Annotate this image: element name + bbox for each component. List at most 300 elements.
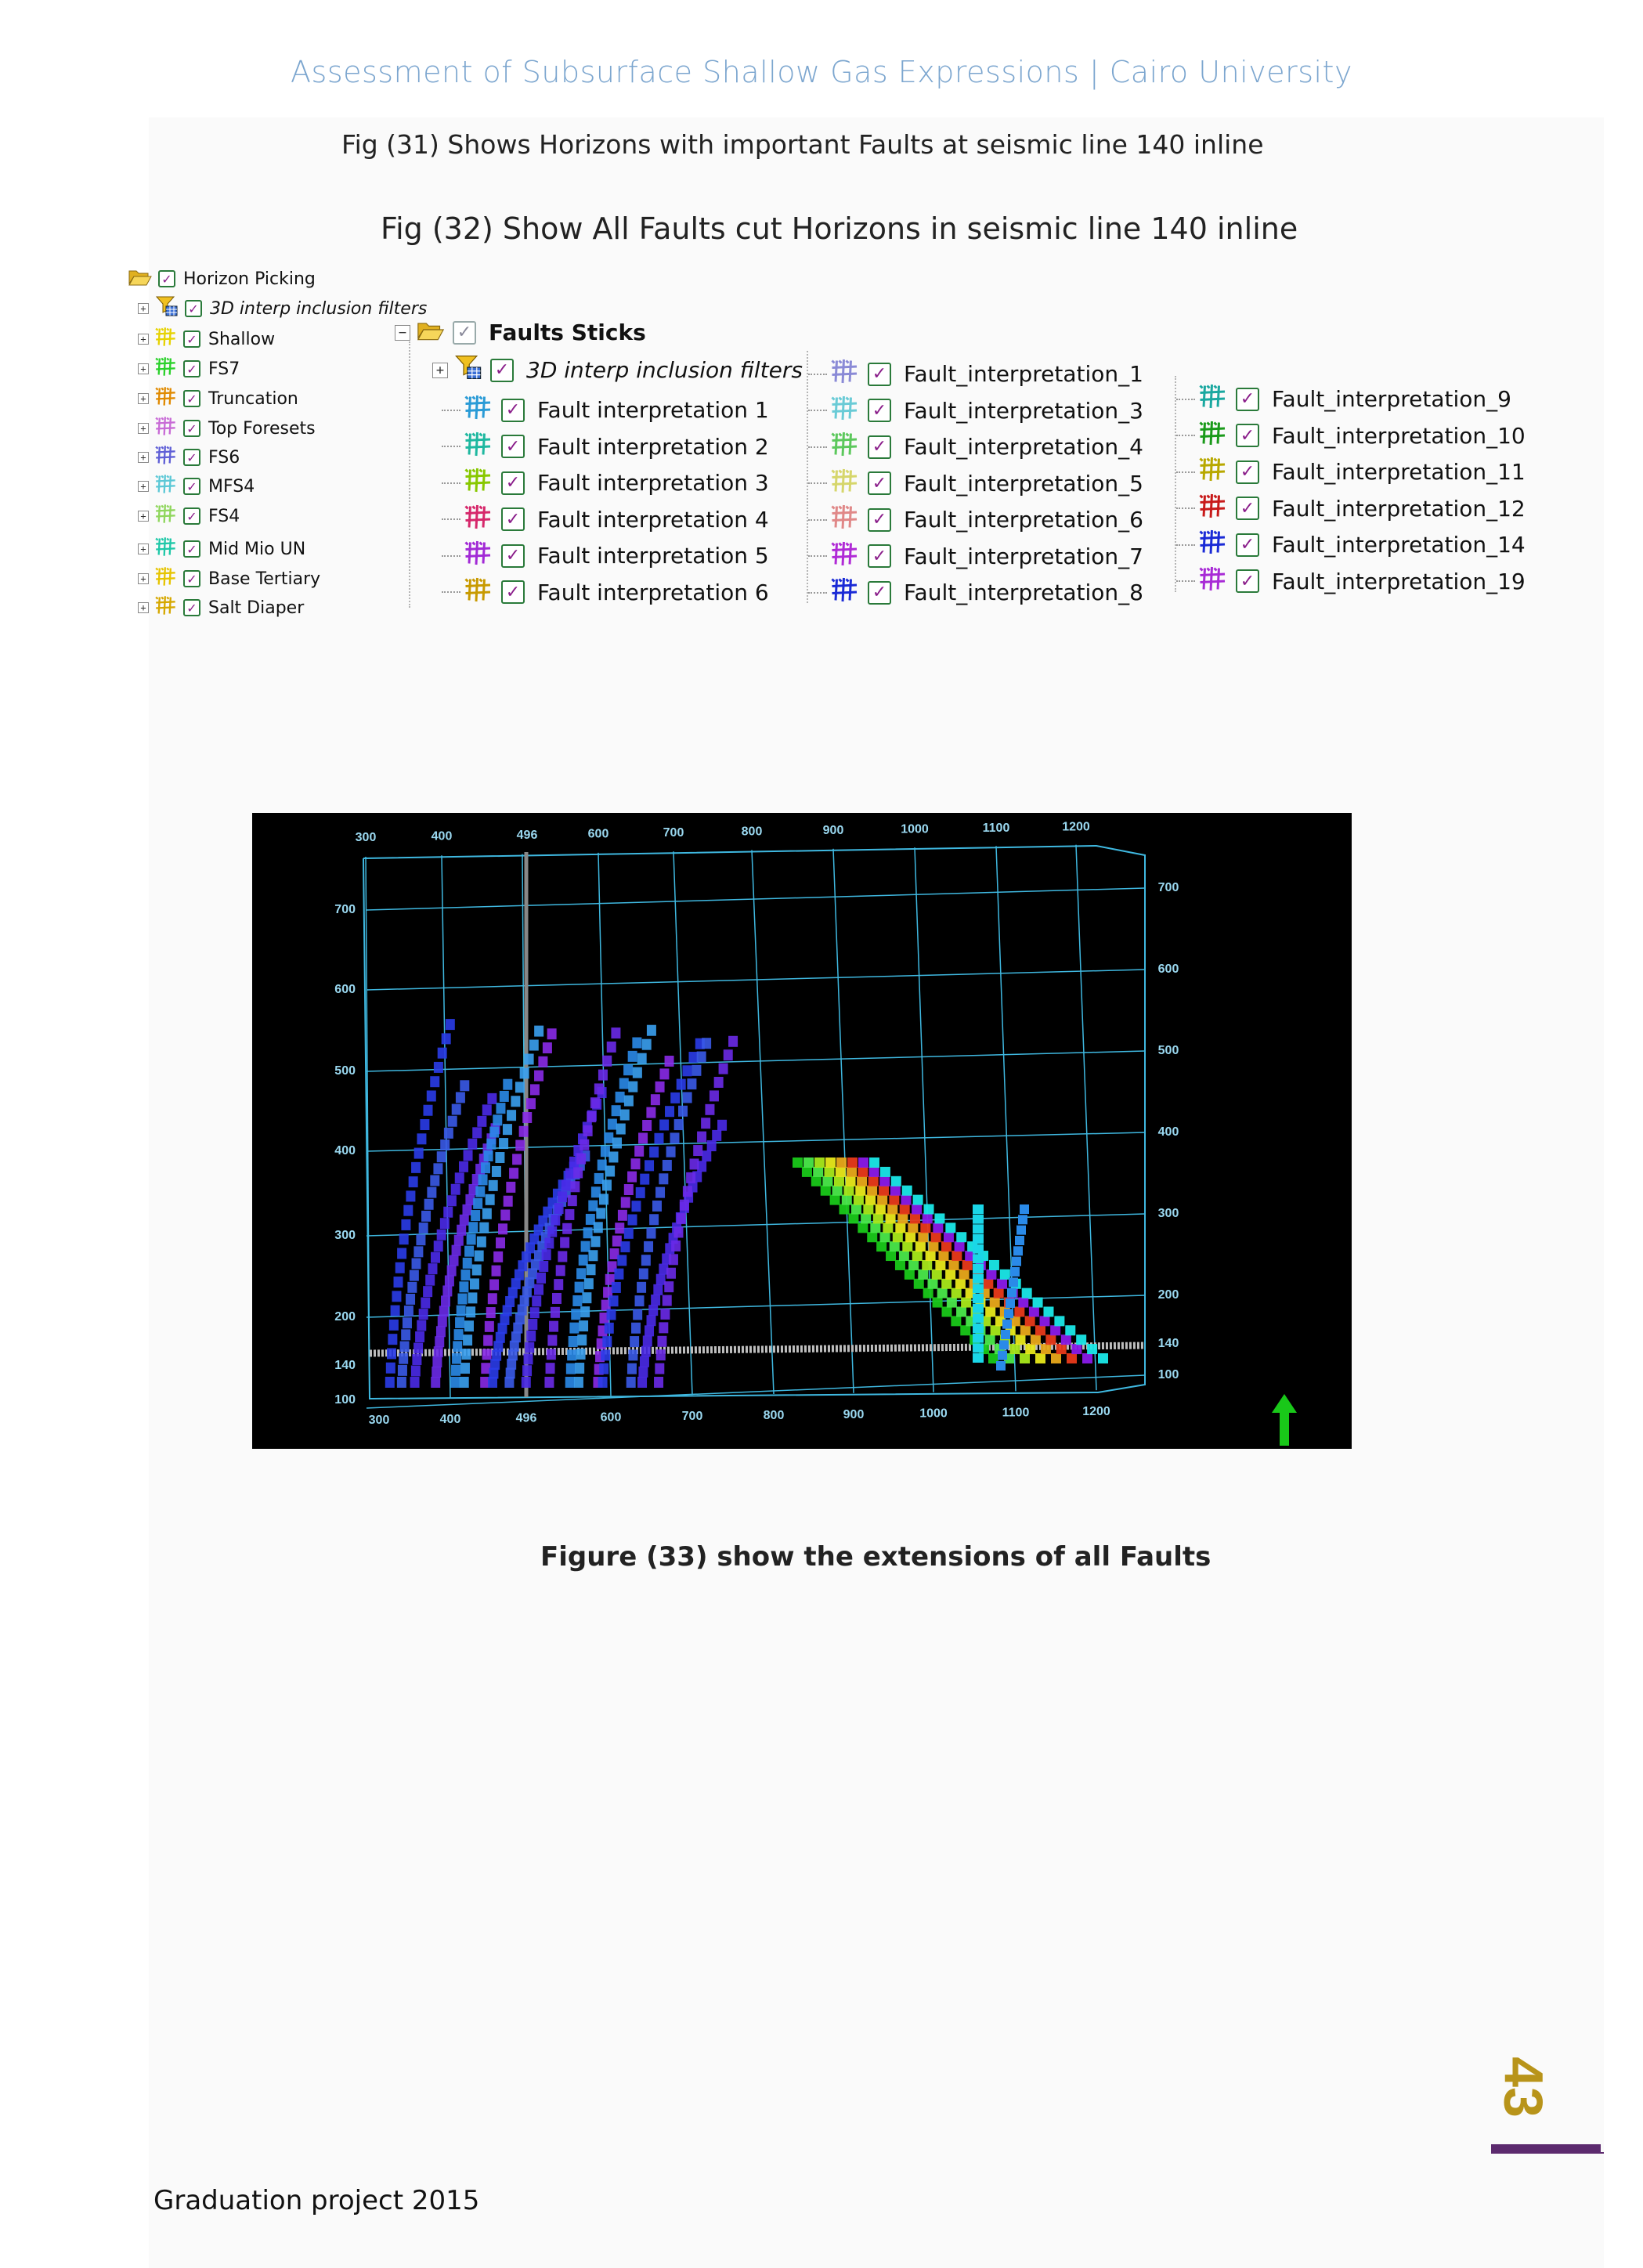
- fault-stick-segment: [628, 1051, 637, 1062]
- fault-stick-segment: [562, 1179, 571, 1190]
- fault-stick-segment: [1014, 1306, 1024, 1316]
- fault-stick-segment: [997, 1279, 1007, 1289]
- expand-icon[interactable]: +: [138, 511, 149, 522]
- fault-stick-segment: [973, 1304, 984, 1313]
- fault-stick-segment: [646, 1228, 655, 1239]
- fault-stick-segment: [973, 1244, 984, 1254]
- tree-item-label: Fault interpretation 3: [537, 470, 769, 496]
- tree-checkbox[interactable]: ✓: [501, 435, 525, 458]
- fault-stick-segment: [432, 1367, 441, 1378]
- fault-stick-segment: [607, 1042, 616, 1053]
- tree-checkbox[interactable]: ✓: [490, 359, 514, 382]
- fault-stick-segment: [434, 1241, 443, 1251]
- fault-stick-segment: [575, 1363, 584, 1374]
- fault-stick-segment: [822, 1176, 832, 1186]
- fault-stick-segment: [619, 1078, 629, 1089]
- expand-icon[interactable]: +: [138, 452, 149, 463]
- fault-stick-segment: [857, 1176, 867, 1186]
- fault-stick-segment: [636, 1187, 645, 1198]
- fault-stick-segment: [923, 1288, 933, 1298]
- tree-root-faults-sticks[interactable]: [395, 318, 646, 347]
- fault-stick-segment: [569, 1323, 579, 1334]
- tree-item-fault[interactable]: [1176, 419, 1526, 453]
- fault-stick-segment: [522, 1365, 532, 1376]
- tree-checkbox[interactable]: ✓: [501, 507, 525, 531]
- fault-stick-segment: [951, 1251, 962, 1261]
- fault-stick-segment: [534, 1026, 543, 1037]
- expand-icon[interactable]: +: [432, 363, 448, 378]
- tree-item-interp-filters[interactable]: [432, 354, 803, 386]
- tree-item-fault[interactable]: [442, 393, 769, 427]
- fault-stick-segment: [1029, 1306, 1039, 1316]
- fault-stick-segment: [1006, 1298, 1015, 1308]
- tree-item-label: Fault_interpretation_10: [1272, 422, 1526, 449]
- tree-checkbox[interactable]: ✓: [183, 420, 200, 437]
- fault-stick-segment: [440, 1218, 450, 1229]
- left-axis-tick-label: 300: [334, 1229, 356, 1242]
- fault-stick-segment: [1013, 1246, 1023, 1255]
- fault-stick-segment: [880, 1167, 890, 1177]
- grid-line-horizontal: [367, 970, 1145, 990]
- tree-item-fault[interactable]: [442, 576, 769, 609]
- fault-stick-segment: [599, 1363, 608, 1374]
- tree-item-fault[interactable]: [442, 430, 769, 464]
- bottom-axis-tick-label: 1200: [1082, 1405, 1110, 1419]
- tree-checkbox[interactable]: ✓: [501, 399, 525, 422]
- fault-stick-segment: [1035, 1325, 1045, 1335]
- fault-stick-segment: [519, 1126, 529, 1137]
- fault-stick-segment: [492, 1266, 501, 1277]
- expand-icon[interactable]: +: [138, 363, 149, 374]
- fault-stick-segment: [425, 1275, 435, 1286]
- tree-checkbox[interactable]: ✓: [1236, 497, 1259, 520]
- tree-checkbox[interactable]: ✓: [183, 599, 200, 616]
- fault-stick-segment: [441, 1295, 450, 1306]
- tree-checkbox[interactable]: ✓: [183, 507, 200, 525]
- fault-stick-segment: [443, 1207, 453, 1218]
- fault-stick-segment: [1065, 1325, 1075, 1335]
- fault-stick-segment: [663, 1295, 672, 1306]
- open-folder-icon: [128, 266, 152, 291]
- fault-stick-segment: [918, 1269, 928, 1280]
- tree-checkbox[interactable]: ✓: [183, 330, 200, 348]
- fault-stick-segment: [682, 1065, 692, 1076]
- fault-stick-segment: [1016, 1226, 1026, 1235]
- fault-stick-segment: [590, 1097, 600, 1108]
- fault-stick-segment: [450, 1255, 459, 1266]
- tree-checkbox[interactable]: ✓: [183, 478, 200, 495]
- fault-stick-segment: [447, 1266, 457, 1277]
- fault-stick-segment: [897, 1213, 908, 1223]
- tree-checkbox[interactable]: ✓: [183, 570, 200, 587]
- fault-stick-segment: [645, 1160, 654, 1171]
- fault-stick-segment: [990, 1298, 1000, 1308]
- fault-stick-segment: [455, 1317, 464, 1328]
- fault-stick-segment: [454, 1329, 464, 1340]
- fault-stick-segment: [1051, 1353, 1061, 1363]
- fault-stick-segment: [989, 1260, 999, 1270]
- grid-line-vertical: [915, 847, 933, 1392]
- tree-item-label: 3D interp inclusion filters: [526, 357, 803, 383]
- fault-stick-segment: [579, 1320, 588, 1331]
- fault-stick-segment: [803, 1157, 814, 1168]
- tree-item-horizon[interactable]: [138, 415, 316, 442]
- tree-item-horizon[interactable]: [138, 503, 240, 529]
- tree-root-horizon-picking[interactable]: [128, 266, 316, 291]
- tree-item-label: Top Foresets: [208, 418, 316, 439]
- fault-stick-segment: [923, 1213, 933, 1223]
- fault-stick-segment: [918, 1232, 928, 1242]
- fault-stick-segment: [493, 1251, 503, 1262]
- tree-item-horizon[interactable]: [138, 385, 298, 412]
- fault-sticks-icon: [464, 430, 493, 464]
- tree-item-label: Fault_interpretation_11: [1272, 459, 1526, 485]
- fault-stick-segment: [640, 1174, 649, 1185]
- fault-stick-segment: [547, 1226, 557, 1237]
- tree-item-fault[interactable]: [808, 394, 1143, 428]
- fault-stick-segment: [876, 1204, 886, 1215]
- tree-item-horizon[interactable]: [138, 356, 240, 382]
- fault-stick-segment: [1035, 1353, 1045, 1363]
- fault-stick-segment: [1018, 1298, 1028, 1308]
- horizon-icon: [155, 503, 177, 529]
- tree-checkbox[interactable]: ✓: [868, 435, 891, 459]
- tree-item-fault[interactable]: [1176, 455, 1526, 489]
- fault-stick-segment: [973, 1254, 984, 1263]
- fault-stick-segment: [414, 1148, 424, 1159]
- tree-item-fault[interactable]: [808, 430, 1143, 464]
- tree-item-fault[interactable]: [808, 540, 1143, 573]
- expand-icon[interactable]: +: [138, 573, 149, 584]
- tree-checkbox[interactable]: ✓: [868, 508, 891, 532]
- tree-checkbox[interactable]: ✓: [868, 363, 891, 386]
- fault-stick-segment: [542, 1249, 551, 1260]
- fault-stick-segment: [397, 1377, 406, 1388]
- fault-extension-3d-view[interactable]: [252, 813, 1352, 1449]
- fault-stick-segment: [397, 1248, 406, 1259]
- fault-stick-segment: [1010, 1344, 1020, 1354]
- tree-checkbox[interactable]: ✓: [185, 300, 202, 317]
- fault-stick-segment: [660, 1309, 670, 1320]
- tree-item-fault[interactable]: [442, 466, 769, 500]
- fault-stick-segment: [647, 1025, 656, 1036]
- tree-checkbox[interactable]: ✓: [183, 449, 200, 466]
- fault-stick-segment: [547, 1334, 557, 1345]
- fault-stick-segment: [1087, 1344, 1097, 1354]
- tree-checkbox[interactable]: ✓: [453, 321, 476, 345]
- tree-item-label: Fault interpretation 5: [537, 543, 769, 569]
- fault-stick-segment: [464, 1320, 474, 1331]
- top-axis-tick-label: 700: [663, 826, 684, 840]
- right-axis-tick-label: 140: [1157, 1337, 1179, 1350]
- fault-stick-segment: [955, 1241, 965, 1251]
- tree-checkbox[interactable]: ✓: [868, 471, 891, 495]
- fault-stick-segment: [630, 1336, 639, 1347]
- fault-stick-segment: [530, 1084, 540, 1095]
- expand-icon[interactable]: +: [138, 481, 149, 492]
- fault-stick-segment: [594, 1222, 603, 1233]
- tree-checkbox[interactable]: ✓: [868, 544, 891, 568]
- fault-stick-segment: [461, 1349, 471, 1360]
- fault-stick-segment: [437, 1151, 446, 1162]
- fault-stick-segment: [697, 1052, 706, 1063]
- fault-stick-segment: [477, 1237, 486, 1248]
- fault-stick-segment: [525, 1053, 534, 1064]
- fault-stick-segment: [483, 1335, 493, 1346]
- fault-stick-segment: [565, 1377, 575, 1388]
- fault-stick-segment: [945, 1269, 955, 1280]
- expand-icon[interactable]: +: [138, 423, 149, 434]
- tree-item-fault[interactable]: [1176, 382, 1511, 416]
- tree-checkbox[interactable]: ✓: [1236, 460, 1259, 484]
- fault-stick-segment: [873, 1213, 883, 1223]
- fault-stick-segment: [1025, 1344, 1035, 1354]
- fault-stick-segment: [424, 1105, 433, 1116]
- fault-stick-segment: [475, 1186, 485, 1197]
- fault-stick-segment: [1002, 1320, 1012, 1329]
- tree-checkbox[interactable]: ✓: [1236, 388, 1259, 411]
- tree-item-horizon[interactable]: [138, 594, 304, 621]
- fault-stick-segment: [398, 1365, 407, 1376]
- figure-31-caption: Fig (31) Shows Horizons with important Faults at seismic line 140 inline: [341, 129, 1264, 160]
- tree-item-horizon[interactable]: [138, 444, 240, 471]
- tree-item-fault[interactable]: [1176, 565, 1526, 598]
- fault-stick-segment: [851, 1204, 861, 1215]
- tree-item-fault[interactable]: [1176, 492, 1526, 525]
- fault-stick-segment: [455, 1172, 464, 1183]
- fault-stick-segment: [628, 1082, 637, 1092]
- fault-stick-segment: [941, 1279, 951, 1289]
- fault-sticks-icon: [464, 539, 493, 572]
- fault-stick-segment: [1056, 1344, 1067, 1354]
- top-axis-tick-label: 600: [587, 827, 609, 841]
- tree-checkbox[interactable]: ✓: [501, 580, 525, 604]
- fault-stick-segment: [937, 1288, 948, 1298]
- fault-stick-segment: [601, 1146, 610, 1157]
- tree-item-label: Fault_interpretation_8: [904, 580, 1143, 605]
- fault-stick-segment: [639, 1269, 648, 1280]
- tree-item-fault[interactable]: [808, 357, 1143, 391]
- top-axis-tick-label: 1100: [982, 822, 1010, 835]
- fault-stick-segment: [464, 1150, 473, 1161]
- top-axis-tick-label: 800: [741, 825, 763, 839]
- fault-stick-segment: [607, 1309, 616, 1320]
- tree-item-fault[interactable]: [808, 467, 1143, 500]
- fault-stick-segment: [468, 1139, 477, 1150]
- fault-sticks-icon: [1198, 492, 1228, 525]
- fault-stick-segment: [654, 1377, 663, 1388]
- fault-stick-segment: [1020, 1325, 1031, 1335]
- tree-item-fault[interactable]: [442, 539, 769, 572]
- tree-checkbox[interactable]: ✓: [183, 360, 200, 377]
- fault-stick-segment: [444, 1128, 453, 1139]
- tree-checkbox[interactable]: ✓: [868, 581, 891, 605]
- fault-stick-segment: [633, 1067, 642, 1078]
- fault-stick-segment: [644, 1241, 653, 1252]
- tree-checkbox[interactable]: ✓: [1236, 533, 1259, 557]
- fault-stick-segment: [547, 1028, 557, 1039]
- fault-stick-segment: [452, 1353, 461, 1364]
- expand-icon[interactable]: +: [138, 602, 149, 613]
- fault-stick-segment: [500, 1091, 509, 1102]
- fault-stick-segment: [524, 1353, 533, 1364]
- expand-icon[interactable]: +: [138, 303, 149, 314]
- fault-stick-segment: [912, 1251, 923, 1261]
- tree-item-horizon[interactable]: [138, 565, 320, 592]
- fault-stick-segment: [417, 1133, 426, 1144]
- fault-stick-segment: [714, 1077, 724, 1088]
- tree-item-fault[interactable]: [442, 503, 769, 536]
- fault-stick-segment: [867, 1186, 877, 1196]
- fault-stick-segment: [547, 1349, 556, 1360]
- tree-item-label: Fault_interpretation_5: [904, 470, 1143, 497]
- fault-stick-segment: [602, 1336, 612, 1347]
- fault-stick-segment: [895, 1222, 905, 1233]
- fault-stick-segment: [431, 1252, 440, 1263]
- tree-item-interp-filters[interactable]: [138, 295, 427, 322]
- fault-stick-segment: [870, 1222, 880, 1233]
- tree-item-fault[interactable]: [808, 576, 1143, 609]
- fault-stick-segment: [665, 1056, 674, 1067]
- tree-checkbox[interactable]: ✓: [501, 471, 525, 495]
- tree-checkbox[interactable]: ✓: [1236, 424, 1259, 447]
- fault-stick-segment: [655, 1082, 665, 1092]
- expand-icon[interactable]: +: [138, 544, 149, 554]
- fault-stick-segment: [669, 1254, 678, 1265]
- fault-stick-segment: [388, 1334, 397, 1345]
- fault-stick-segment: [562, 1223, 572, 1234]
- tree-checkbox[interactable]: ✓: [868, 399, 891, 422]
- tree-checkbox[interactable]: ✓: [158, 270, 175, 287]
- footer-text: Graduation project 2015: [153, 2185, 480, 2216]
- tree-item-horizon[interactable]: [138, 326, 275, 352]
- fault-stick-segment: [961, 1298, 971, 1308]
- fault-stick-segment: [861, 1213, 871, 1223]
- fault-stick-segment: [724, 1049, 733, 1060]
- fault-stick-segment: [526, 1098, 536, 1109]
- tree-checkbox[interactable]: ✓: [183, 390, 200, 407]
- fault-stick-segment: [659, 1119, 669, 1130]
- right-axis-tick-label: 600: [1157, 962, 1179, 976]
- fault-stick-segment: [404, 1306, 413, 1316]
- fault-stick-segment: [419, 1309, 428, 1320]
- fault-stick-segment: [627, 1377, 636, 1388]
- fault-stick-segment: [832, 1186, 843, 1196]
- fault-stick-segment: [973, 1274, 984, 1284]
- fault-stick-segment: [869, 1167, 879, 1177]
- tree-item-label: Shallow: [208, 329, 276, 349]
- expand-icon[interactable]: +: [138, 334, 149, 345]
- horizon-icon: [155, 356, 177, 382]
- fault-stick-segment: [889, 1195, 899, 1205]
- collapse-icon[interactable]: −: [395, 325, 410, 341]
- fault-stick-segment: [951, 1316, 961, 1326]
- fault-stick-segment: [587, 1111, 596, 1122]
- tree-checkbox[interactable]: ✓: [183, 540, 200, 558]
- fault-stick-segment: [427, 1090, 436, 1101]
- fault-stick-segment: [902, 1241, 912, 1251]
- fault-stick-segment: [616, 1092, 625, 1103]
- fault-stick-segment: [656, 1349, 666, 1360]
- fault-sticks-icon: [830, 503, 860, 536]
- tree-item-fault[interactable]: [808, 503, 1143, 536]
- fault-stick-segment: [463, 1334, 472, 1345]
- fault-stick-segment: [492, 1166, 501, 1177]
- fault-stick-segment: [602, 1179, 612, 1190]
- fault-stick-segment: [576, 1349, 586, 1360]
- tree-checkbox[interactable]: ✓: [1236, 569, 1259, 593]
- fault-stick-segment: [496, 1237, 505, 1248]
- fault-stick-segment: [846, 1176, 856, 1186]
- tree-item-fault[interactable]: [1176, 528, 1526, 562]
- fault-stick-segment: [594, 1173, 604, 1184]
- bottom-axis-tick-label: 800: [763, 1409, 785, 1422]
- fault-stick-segment: [569, 1336, 578, 1347]
- fault-stick-segment: [702, 1150, 711, 1161]
- fault-stick-segment: [459, 1161, 468, 1172]
- fault-stick-segment: [506, 1182, 515, 1193]
- fault-stick-segment: [503, 1124, 512, 1135]
- expand-icon[interactable]: +: [138, 393, 149, 404]
- tree-checkbox[interactable]: ✓: [501, 544, 525, 568]
- fault-stick-segment: [614, 1269, 623, 1280]
- fault-stick-segment: [500, 1210, 510, 1221]
- fault-stick-segment: [1022, 1288, 1032, 1298]
- left-axis-tick-label: 700: [334, 903, 356, 916]
- fault-stick-segment: [670, 1092, 680, 1103]
- fault-stick-segment: [834, 1176, 844, 1186]
- tree-item-horizon[interactable]: [138, 536, 305, 562]
- fault-stick-segment: [608, 1151, 618, 1162]
- tree-root-label: Faults Sticks: [489, 320, 646, 345]
- fault-stick-segment: [472, 1265, 482, 1276]
- horizon-icon: [155, 444, 177, 471]
- fault-stick-segment: [482, 1208, 492, 1219]
- fault-stick-segment: [836, 1167, 846, 1177]
- fault-stick-segment: [631, 1158, 641, 1169]
- fault-stick-segment: [609, 1295, 619, 1306]
- fault-stick-segment: [908, 1222, 918, 1233]
- fault-stick-segment: [479, 1222, 489, 1233]
- fault-stick-segment: [910, 1213, 920, 1223]
- fault-stick-segment: [538, 1056, 547, 1067]
- fault-stick-segment: [649, 1147, 659, 1157]
- tree-item-horizon[interactable]: [138, 473, 255, 500]
- fault-stick-segment: [433, 1163, 442, 1174]
- fault-stick-segment: [412, 1354, 421, 1365]
- fault-stick-segment: [677, 1079, 686, 1090]
- fault-stick-segment: [683, 1092, 692, 1103]
- tree-item-label: FS7: [208, 359, 240, 379]
- fault-stick-segment: [594, 1083, 604, 1094]
- fault-stick-segment: [460, 1377, 469, 1388]
- fault-stick-segment: [620, 1110, 630, 1121]
- fault-stick-segment: [628, 1349, 637, 1360]
- fault-stick-segment: [410, 1270, 419, 1281]
- fault-stick-segment: [486, 1139, 496, 1150]
- fault-stick-segment: [568, 1195, 577, 1206]
- fault-sticks-icon: [830, 430, 860, 464]
- fault-stick-segment: [651, 1094, 660, 1105]
- fault-stick-segment: [582, 1292, 591, 1303]
- fault-stick-segment: [467, 1233, 476, 1244]
- fault-stick-segment: [651, 1295, 660, 1306]
- fault-stick-segment: [403, 1205, 413, 1216]
- fault-stick-segment: [933, 1222, 943, 1233]
- fault-stick-segment: [451, 1184, 460, 1195]
- fault-stick-segment: [615, 1222, 624, 1233]
- fault-stick-segment: [543, 1042, 552, 1053]
